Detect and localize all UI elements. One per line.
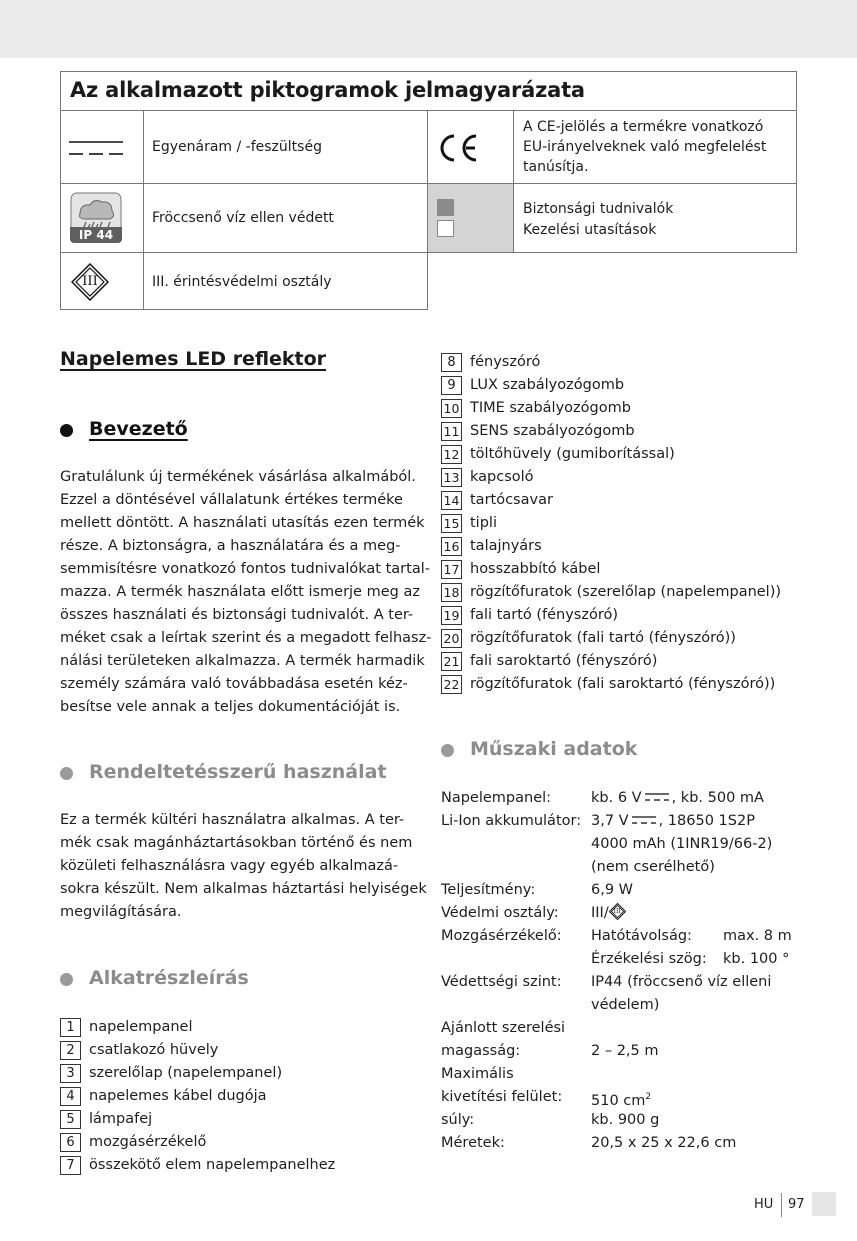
part-number: 7 — [60, 1156, 81, 1175]
spec-row-mount — [441, 1017, 841, 1040]
dc-label: Egyenáram / -feszültség — [152, 139, 322, 155]
spec-key: Li-Ion akkumulátor: — [441, 813, 582, 829]
part-label: összekötő elem napelempanelhez — [89, 1157, 336, 1173]
part-label: rögzítőfuratok (fali saroktartó (fényszóró)) — [470, 676, 776, 692]
footer-separator — [781, 1193, 782, 1217]
ip44-label-cell — [143, 183, 428, 253]
part-label: talajnyárs — [470, 538, 542, 554]
part-label: szerelőlap (napelempanel) — [89, 1065, 283, 1081]
intro-line: része. A biztonságra, a használatára és a meg- — [60, 538, 401, 554]
intended-use-line: közületi felhasználásra vagy egyéb alkalmazá- — [60, 858, 399, 874]
list-item — [60, 1131, 335, 1154]
intended-use-line: megvilágítására. — [60, 904, 182, 920]
part-number: 5 — [60, 1110, 81, 1129]
class3-icon-cell — [60, 252, 144, 310]
part-number: 10 — [441, 399, 462, 418]
dc-symbol-icon — [631, 815, 657, 825]
list-item — [60, 1108, 335, 1131]
spec-value — [591, 902, 626, 925]
legend-title: Az alkalmazott piktogramok jelmagyarázata — [70, 78, 585, 102]
list-item — [60, 1062, 335, 1085]
intended-use-heading: Rendeltetésszerű használat — [89, 761, 387, 783]
spec-row-class — [441, 902, 841, 925]
spec-row-area — [441, 1063, 841, 1086]
part-number: 13 — [441, 468, 462, 487]
intro-line: besítse vele annak a teljes dokumentációját is. — [60, 699, 401, 715]
usage-label: Kezelési utasítások — [523, 222, 657, 238]
spec-key: súly: — [441, 1112, 475, 1128]
spec-row-battery — [441, 810, 841, 833]
spec-value-part: kb. 6 V — [591, 790, 642, 806]
list-item — [441, 489, 781, 512]
intro-heading: Bevezető — [89, 418, 188, 440]
part-number: 2 — [60, 1041, 81, 1060]
intro-line: Gratulálunk új termékének vásárlása alkalmából. — [60, 469, 416, 485]
list-item — [441, 351, 781, 374]
ce-icon-cell — [427, 110, 514, 184]
list-item — [441, 512, 781, 535]
list-item — [441, 650, 781, 673]
list-item — [441, 420, 781, 443]
part-number: 14 — [441, 491, 462, 510]
specs-bullet — [441, 744, 454, 757]
specs-heading: Műszaki adatok — [470, 738, 638, 760]
part-label: fali tartó (fényszóró) — [470, 607, 619, 623]
part-number: 1 — [60, 1018, 81, 1037]
list-item — [441, 397, 781, 420]
spec-value: max. 8 m — [723, 928, 792, 944]
part-label: napelemes kábel dugója — [89, 1088, 267, 1104]
spec-value: 2 – 2,5 m — [591, 1043, 659, 1059]
part-number: 15 — [441, 514, 462, 533]
spec-row-area-2 — [441, 1086, 841, 1109]
intended-use-line: sokra készült. Nem alkalmas háztartási helyiségek — [60, 881, 427, 897]
part-label: napelempanel — [89, 1019, 193, 1035]
spec-value: Hatótávolság: — [591, 928, 692, 944]
part-label: rögzítőfuratok (fali tartó (fényszóró)) — [470, 630, 736, 646]
intended-use-bullet — [60, 767, 73, 780]
part-label: tartócsavar — [470, 492, 553, 508]
parts-list-right — [441, 351, 781, 696]
ip44-badge: IP 44 — [70, 227, 122, 243]
list-item — [441, 374, 781, 397]
spec-row-mount-2 — [441, 1040, 841, 1063]
spec-value: kb. 900 g — [591, 1112, 660, 1128]
spec-key: Napelempanel: — [441, 790, 552, 806]
class3-label: III. érintésvédelmi osztály — [152, 274, 332, 290]
ce-label-line-1: A CE-jelölés a termékre vonatkozó — [523, 119, 764, 135]
list-item — [60, 1039, 335, 1062]
spec-row-panel — [441, 787, 841, 810]
part-label: csatlakozó hüvely — [89, 1042, 219, 1058]
parts-bullet — [60, 973, 73, 986]
part-label: kapcsoló — [470, 469, 534, 485]
spec-value-part: 510 cm — [591, 1092, 646, 1109]
spec-row-ip-2 — [441, 994, 841, 1017]
part-label: fali saroktartó (fényszóró) — [470, 653, 658, 669]
ce-mark-icon — [428, 111, 515, 185]
intended-use-paragraph — [60, 809, 427, 924]
ce-label-line-2: EU-irányelveknek való megfelelést — [523, 139, 767, 155]
ce-label-cell — [513, 110, 797, 184]
dc-label-cell — [143, 110, 428, 184]
specs-table — [441, 787, 841, 1155]
spec-key: Védettségi szint: — [441, 974, 562, 990]
part-number: 21 — [441, 652, 462, 671]
list-item — [441, 443, 781, 466]
ce-label-line-3: tanúsítja. — [523, 159, 589, 175]
list-item — [441, 535, 781, 558]
spec-key: Maximális — [441, 1066, 514, 1082]
part-number: 3 — [60, 1064, 81, 1083]
intro-paragraph — [60, 466, 431, 719]
footer-language: HU — [754, 1197, 774, 1212]
list-item — [60, 1085, 335, 1108]
spec-key: Teljesítmény: — [441, 882, 536, 898]
intended-use-line: mék csak magánháztartásokban történő és nem — [60, 835, 413, 851]
list-item — [60, 1016, 335, 1039]
spec-value — [591, 810, 755, 833]
footer-page-number: 97 — [788, 1197, 805, 1212]
intro-bullet — [60, 424, 73, 437]
part-number: 12 — [441, 445, 462, 464]
part-number: 8 — [441, 353, 462, 372]
spec-value: (nem cserélhető) — [591, 859, 715, 875]
intro-line: méket csak a leírtak szerint és a megadott felhasz- — [60, 630, 432, 646]
intro-line: mazza. A termék használata előtt ismerje meg az — [60, 584, 420, 600]
ip44-label: Fröccsenő víz ellen védett — [152, 210, 334, 226]
spec-value: kb. 100 ° — [723, 951, 790, 967]
spec-value: 20,5 x 25 x 22,6 cm — [591, 1135, 737, 1151]
intro-line: Ezzel a döntésével vállalatunk értékes terméke — [60, 492, 403, 508]
list-item — [441, 466, 781, 489]
part-number: 19 — [441, 606, 462, 625]
spec-value-part: , 18650 1S2P — [658, 813, 755, 829]
intro-line: összes használati és biztonsági tudnivalót. A ter- — [60, 607, 414, 623]
part-number: 18 — [441, 583, 462, 602]
top-band — [0, 0, 857, 58]
class3-label-cell — [143, 252, 428, 310]
list-item — [60, 1154, 335, 1177]
part-label: rögzítőfuratok (szerelőlap (napelempanel)) — [470, 584, 782, 600]
spec-value: 6,9 W — [591, 882, 634, 898]
spec-row-angle — [441, 948, 841, 971]
part-number: 9 — [441, 376, 462, 395]
ip44-icon-cell — [60, 183, 144, 253]
part-label: SENS szabályozógomb — [470, 423, 635, 439]
spec-value: védelem) — [591, 997, 660, 1013]
part-number: 20 — [441, 629, 462, 648]
part-number: 16 — [441, 537, 462, 556]
intro-line: nálási területeken alkalmazza. A termék harmadik — [60, 653, 425, 669]
part-number: 22 — [441, 675, 462, 694]
part-label: LUX szabályozógomb — [470, 377, 625, 393]
spec-row-motion — [441, 925, 841, 948]
parts-list-left — [60, 1016, 335, 1177]
product-title: Napelemes LED reflektor — [60, 348, 327, 370]
spec-row-dimensions — [441, 1132, 841, 1155]
part-number: 6 — [60, 1133, 81, 1152]
spec-value-part: III/ — [591, 905, 609, 921]
part-label: töltőhüvely (gumiborítással) — [470, 446, 675, 462]
spec-key: Méretek: — [441, 1135, 505, 1151]
class3-diamond-icon — [71, 263, 109, 301]
intro-line: semmisítésre vonatkozó fontos tudnivalókat tartal- — [60, 561, 430, 577]
list-item — [441, 558, 781, 581]
part-number: 11 — [441, 422, 462, 441]
class3-symbol: III — [82, 274, 98, 289]
spec-value: IP44 (fröccsenő víz elleni — [591, 974, 772, 990]
spec-value-part: , kb. 500 mA — [671, 790, 764, 806]
spec-row-weight — [441, 1109, 841, 1132]
spec-row-battery-3 — [441, 856, 841, 879]
part-label: fényszóró — [470, 354, 541, 370]
part-label: tipli — [470, 515, 497, 531]
part-number: 4 — [60, 1087, 81, 1106]
spec-superscript: 2 — [645, 1092, 652, 1102]
legend-title-row — [60, 71, 797, 111]
footer-tab-marker — [812, 1192, 836, 1216]
spec-value: Érzékelési szög: — [591, 951, 707, 967]
class3-small-symbol: III — [613, 907, 621, 915]
spec-value — [591, 787, 764, 810]
intended-use-line: Ez a termék kültéri használatra alkalmas. A ter- — [60, 812, 405, 828]
safety-label-cell — [513, 183, 797, 253]
list-item — [441, 604, 781, 627]
spec-key: Védelmi osztály: — [441, 905, 559, 921]
list-item — [441, 581, 781, 604]
safety-label: Biztonsági tudnivalók — [523, 201, 674, 217]
spec-key: Mozgásérzékelő: — [441, 928, 562, 944]
class3-small-icon — [609, 903, 626, 920]
spec-key: magasság: — [441, 1043, 521, 1059]
spec-value: 4000 mAh (1INR19/66-2) — [591, 836, 773, 852]
usage-square-icon — [437, 220, 454, 237]
spec-row-power — [441, 879, 841, 902]
part-label: TIME szabályozógomb — [470, 400, 631, 416]
parts-heading: Alkatrészleírás — [89, 967, 249, 989]
spec-row-battery-2 — [441, 833, 841, 856]
safety-icon-cell — [427, 183, 514, 253]
list-item — [441, 673, 781, 696]
safety-square-icon — [437, 199, 454, 216]
spec-key: kivetítési felület: — [441, 1089, 563, 1105]
spec-value-part: 3,7 V — [591, 813, 629, 829]
part-label: mozgásérzékelő — [89, 1134, 207, 1150]
intro-line: személy számára való továbbadása esetén kéz- — [60, 676, 408, 692]
part-label: hosszabbító kábel — [470, 561, 601, 577]
dc-voltage-icon — [61, 111, 145, 185]
dc-symbol-icon — [644, 792, 670, 802]
dc-icon-cell — [60, 110, 144, 184]
intro-line: mellett döntött. A használati utasítás ezen termék — [60, 515, 425, 531]
spec-key: Ajánlott szerelési — [441, 1020, 566, 1036]
part-number: 17 — [441, 560, 462, 579]
pictogram-legend-table — [60, 71, 797, 310]
spec-row-ip — [441, 971, 841, 994]
list-item — [441, 627, 781, 650]
part-label: lámpafej — [89, 1111, 153, 1127]
